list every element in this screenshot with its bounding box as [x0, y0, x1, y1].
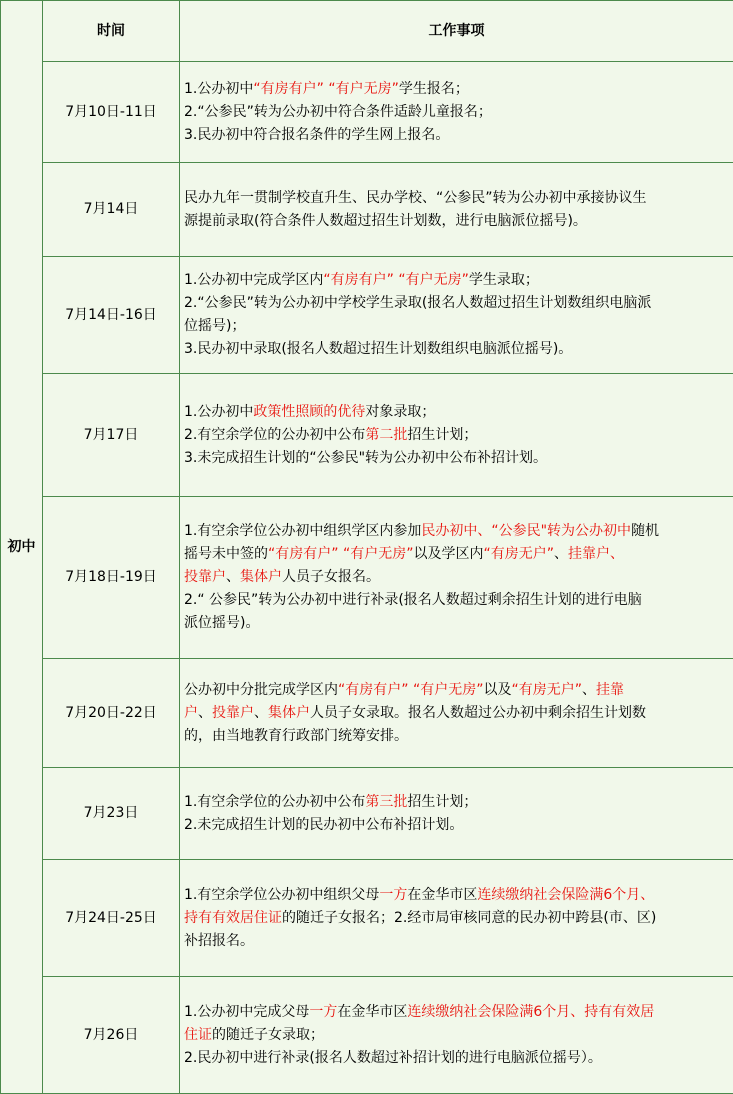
schedule-description: [180, 374, 733, 497]
text-segment: 随机: [631, 523, 659, 539]
highlighted-text: “有房无户”: [511, 682, 582, 698]
schedule-description: [180, 257, 733, 374]
highlighted-text: 挂靠户、: [568, 546, 624, 562]
text-segment: 人员子女报名。: [282, 569, 380, 585]
schedule-row: [1, 768, 733, 860]
description-line: [184, 78, 730, 101]
description-line: [184, 401, 730, 424]
text-segment: 派位摇号)。: [184, 615, 259, 631]
schedule-description: [180, 163, 733, 257]
description-line: [184, 543, 730, 566]
text-segment: 1.公办初中: [184, 81, 253, 97]
text-segment: 在金华市区: [407, 887, 477, 903]
highlighted-text: 住证: [184, 1027, 212, 1043]
text-segment: 、: [226, 569, 240, 585]
text-segment: 1.有空余学位公办初中组织学区内参加: [184, 523, 421, 539]
schedule-row: [1, 659, 733, 768]
schedule-date: 7月23日: [43, 768, 180, 860]
description-line: [184, 292, 730, 315]
text-segment: 人员子女录取。报名人数超过公办初中剩余招生计划数: [310, 705, 646, 721]
text-segment: 对象录取；: [365, 404, 435, 420]
text-segment: 2.有空余学位的公办初中公布: [184, 427, 365, 443]
highlighted-text: “有户无房”: [398, 272, 469, 288]
text-segment: 以及学区内: [413, 546, 483, 562]
description-line: [184, 101, 730, 124]
schedule-description: [180, 62, 733, 163]
schedule-row: [1, 977, 733, 1094]
description-line: [184, 124, 730, 147]
text-segment: 以及: [483, 682, 511, 698]
highlighted-text: “有房有户”: [253, 81, 324, 97]
time-header: 时间: [43, 1, 180, 62]
text-segment: 的随迁子女报名；2.经市局审核同意的民办初中跨县(市、区): [282, 910, 656, 926]
table-body: [1, 1, 733, 1094]
highlighted-text: 投靠户: [184, 569, 226, 585]
schedule-date: 7月10日-11日: [43, 62, 180, 163]
schedule-date: 7月26日: [43, 977, 180, 1094]
text-segment: 、: [554, 546, 568, 562]
text-segment: 、: [198, 705, 212, 721]
description-line: [184, 424, 730, 447]
description-line: [184, 447, 730, 470]
schedule-description: [180, 860, 733, 977]
text-segment: 1.有空余学位的公办初中公布: [184, 794, 365, 810]
schedule-row: [1, 257, 733, 374]
description-line: [184, 589, 730, 612]
description-line: [184, 210, 730, 233]
text-segment: 的随迁子女录取；: [212, 1027, 324, 1043]
text-segment: 2.“公参民”转为公办初中学校学生录取(报名人数超过招生计划数组织电脑派: [184, 295, 651, 311]
text-segment: 学生录取；: [469, 272, 539, 288]
text-segment: 的，由当地教育行政部门统筹安排。: [184, 728, 408, 744]
text-segment: 、: [254, 705, 268, 721]
text-segment: 源提前录取(符合条件人数超过招生计划数，进行电脑派位摇号)。: [184, 213, 587, 229]
highlighted-text: “有户无房”: [413, 682, 484, 698]
schedule-row: [1, 62, 733, 163]
highlighted-text: 挂靠: [596, 682, 624, 698]
highlighted-text: “有户无房”: [328, 81, 399, 97]
description-line: [184, 930, 730, 953]
description-line: [184, 884, 730, 907]
text-segment: 2.民办初中进行补录(报名人数超过补招计划的进行电脑派位摇号）。: [184, 1050, 602, 1066]
grade-label: 初中: [1, 1, 43, 1094]
description-line: [184, 702, 730, 725]
schedule-description: [180, 497, 733, 659]
text-segment: 3.民办初中符合报名条件的学生网上报名。: [184, 127, 449, 143]
highlighted-text: 连续缴纳社会保险满6个月、: [477, 887, 654, 903]
text-segment: 位摇号)；: [184, 318, 245, 334]
text-segment: 2.未完成招生计划的民办初中公布补招计划。: [184, 817, 463, 833]
highlighted-text: 第二批: [365, 427, 407, 443]
schedule-date: 7月24日-25日: [43, 860, 180, 977]
schedule-description: [180, 659, 733, 768]
text-segment: 3.未完成招生计划的“公参民"转为公办初中公布补招计划。: [184, 450, 547, 466]
highlighted-text: 第三批: [365, 794, 407, 810]
text-segment: 、: [582, 682, 596, 698]
schedule-date: 7月20日-22日: [43, 659, 180, 768]
description-line: [184, 566, 730, 589]
highlighted-text: 连续缴纳社会保险满6个月、持有有效居: [407, 1004, 654, 1020]
schedule-row: [1, 497, 733, 659]
description-line: [184, 814, 730, 837]
schedule-row: [1, 374, 733, 497]
description-line: [184, 315, 730, 338]
text-segment: 学生报名；: [399, 81, 469, 97]
highlighted-text: 户: [184, 705, 198, 721]
items-header: 工作事项: [180, 1, 733, 62]
schedule-row: [1, 860, 733, 977]
text-segment: 摇号未中签的: [184, 546, 268, 562]
highlighted-text: “有房有户”: [323, 272, 394, 288]
schedule-date: 7月18日-19日: [43, 497, 180, 659]
highlighted-text: 一方: [309, 1004, 337, 1020]
description-line: [184, 269, 730, 292]
text-segment: 3.民办初中录取(报名人数超过招生计划数组织电脑派位摇号)。: [184, 341, 572, 357]
description-line: [184, 679, 730, 702]
description-line: [184, 907, 730, 930]
text-segment: 2.“公参民”转为公办初中符合条件适龄儿童报名；: [184, 104, 492, 120]
schedule-description: [180, 768, 733, 860]
description-line: [184, 187, 730, 210]
highlighted-text: 投靠户: [212, 705, 254, 721]
highlighted-text: “有户无房”: [343, 546, 414, 562]
schedule-description: [180, 977, 733, 1094]
text-segment: 1.公办初中完成学区内: [184, 272, 323, 288]
highlighted-text: 集体户: [268, 705, 310, 721]
description-line: [184, 1047, 730, 1070]
description-line: [184, 1001, 730, 1024]
description-line: [184, 725, 730, 748]
text-segment: 1.有空余学位公办初中组织父母: [184, 887, 379, 903]
description-line: [184, 520, 730, 543]
schedule-row: [1, 163, 733, 257]
text-segment: 2.“ 公参民”转为公办初中进行补录(报名人数超过剩余招生计划的进行电脑: [184, 592, 642, 608]
text-segment: 1.公办初中: [184, 404, 253, 420]
description-line: [184, 791, 730, 814]
highlighted-text: 一方: [379, 887, 407, 903]
schedule-date: 7月14日: [43, 163, 180, 257]
schedule-date: 7月17日: [43, 374, 180, 497]
highlighted-text: 民办初中、“公参民"转为公办初中: [421, 523, 631, 539]
highlighted-text: “有房有户”: [268, 546, 339, 562]
highlighted-text: 集体户: [240, 569, 282, 585]
text-segment: 补招报名。: [184, 933, 254, 949]
text-segment: 1.公办初中完成父母: [184, 1004, 309, 1020]
highlighted-text: 政策性照顾的优待: [253, 404, 365, 420]
highlighted-text: “有房有户”: [338, 682, 409, 698]
description-line: [184, 338, 730, 361]
schedule-date: 7月14日-16日: [43, 257, 180, 374]
description-line: [184, 1024, 730, 1047]
highlighted-text: “有房无户”: [483, 546, 554, 562]
text-segment: 招生计划；: [407, 794, 477, 810]
description-line: [184, 612, 730, 635]
highlighted-text: 持有有效居住证: [184, 910, 282, 926]
text-segment: 在金华市区: [337, 1004, 407, 1020]
text-segment: 公办初中分批完成学区内: [184, 682, 338, 698]
text-segment: 招生计划；: [407, 427, 477, 443]
header-row: [1, 1, 733, 62]
text-segment: 民办九年一贯制学校直升生、民办学校、“公参民”转为公办初中承接协议生: [184, 190, 647, 206]
